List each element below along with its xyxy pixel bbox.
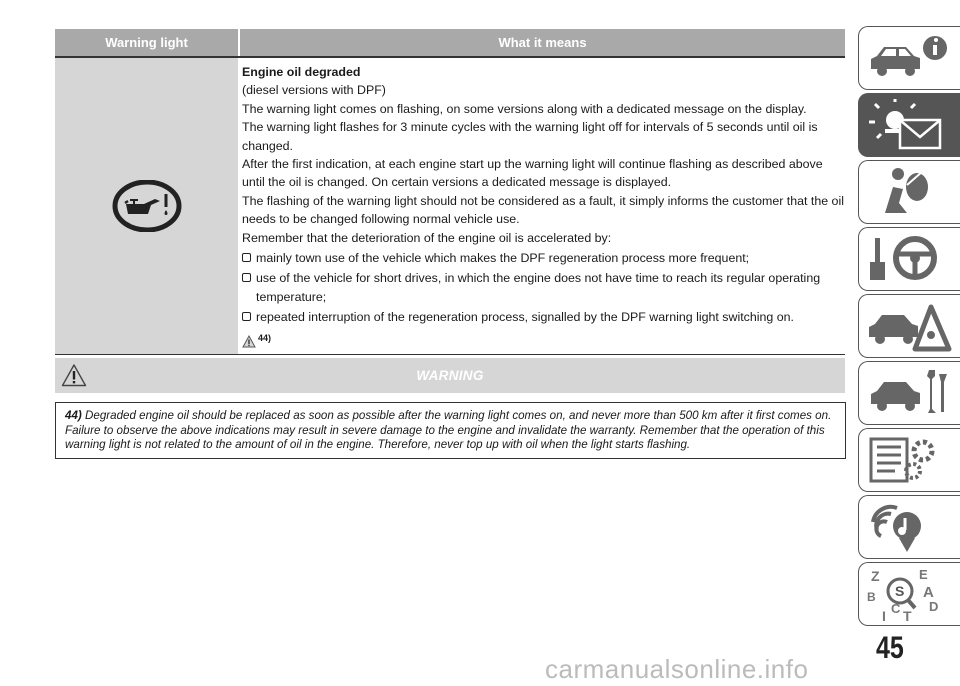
list-item: repeated interruption of the regeneration process, signalled by the DPF warning light switching on.	[242, 308, 845, 326]
index-letter: S	[895, 583, 905, 599]
emergency-icon	[865, 299, 955, 353]
reference-number: 44)	[258, 333, 272, 344]
warning-text: Degraded engine oil should be replaced as soon as possible after the warning light comes on, and never more than 500 km after it first comes on. Failure to observe the above indications may result in severe damage to the engine and invalidate the warranty. Remember that the operation of this warning light is not related to the amount of oil in the engine. Therefore, never top up with oil when the light starts flashing.	[65, 409, 832, 452]
entry-subtitle: (diesel versions with DPF)	[242, 83, 386, 98]
paragraph: After the first indication, at each engine start up the warning light will continue flashing as described above until the oil is changed. On certain versions a dedicated message is displayed.	[242, 157, 823, 190]
warning-lights-icon	[865, 98, 955, 152]
index-letter: A	[923, 584, 934, 601]
index-letter: B	[867, 590, 876, 604]
index-letter: I	[882, 608, 886, 621]
tab-multimedia[interactable]	[858, 495, 960, 559]
tab-warning-lights[interactable]	[858, 93, 960, 157]
column-header-what-it-means: What it means	[240, 29, 845, 56]
index-letter: Z	[871, 568, 880, 584]
index-letter: D	[929, 599, 939, 614]
tab-technical-data[interactable]	[858, 428, 960, 492]
index-letter: T	[903, 608, 912, 621]
safety-airbag-icon	[865, 165, 955, 219]
list-item: use of the vehicle for short drives, in which the engine does not have time to reach its regular operating temperature;	[242, 269, 845, 306]
engine-oil-degraded-icon	[112, 180, 182, 232]
tab-car-info[interactable]	[858, 26, 960, 90]
warning-header	[55, 358, 845, 393]
tab-starting-driving[interactable]	[858, 227, 960, 291]
list-item: mainly town use of the vehicle which makes the DPF regeneration process more frequent;	[242, 249, 845, 267]
warning-light-table	[55, 29, 845, 355]
starting-driving-icon	[865, 232, 955, 286]
warning-body	[55, 402, 846, 459]
car-info-icon	[865, 31, 955, 85]
tab-index[interactable]	[858, 562, 960, 626]
entry-title: Engine oil degraded	[242, 65, 361, 79]
paragraph: The warning light flashes for 3 minute cycles with the warning light off for intervals of 5 seconds until oil is changed.	[242, 120, 818, 153]
warning-light-cell	[55, 58, 238, 354]
paragraph: The warning light comes on flashing, on some versions along with a dedicated message on the display.	[242, 101, 807, 116]
paragraph: Remember that the deterioration of the engine oil is accelerated by:	[242, 230, 612, 245]
multimedia-icon	[865, 500, 955, 554]
watermark: carmanualsonline.info	[545, 654, 809, 684]
warning-triangle-icon	[61, 363, 87, 387]
tab-safety[interactable]	[858, 160, 960, 224]
tab-maintenance[interactable]	[858, 361, 960, 425]
checkbox-bullet-icon	[242, 253, 251, 262]
page-number: 45	[876, 630, 904, 666]
maintenance-icon	[865, 366, 955, 420]
checkbox-bullet-icon	[242, 312, 251, 321]
index-letter: E	[919, 567, 928, 582]
index-icon	[865, 567, 955, 621]
warning-reference[interactable]	[242, 328, 845, 348]
warning-number: 44)	[65, 409, 82, 422]
checkbox-bullet-icon	[242, 273, 251, 282]
tab-emergency[interactable]	[858, 294, 960, 358]
warning-triangle-icon	[242, 335, 256, 348]
column-header-warning-light: Warning light	[55, 29, 238, 56]
technical-data-icon	[865, 433, 955, 487]
paragraph: The flashing of the warning light should not be considered as a fault, it simply informs the customer that the oil needs to be changed following normal vehicle use.	[242, 193, 844, 227]
index-letter: C	[891, 601, 901, 616]
warning-light-description	[240, 58, 845, 354]
warning-title: WARNING	[416, 368, 484, 383]
table-header	[55, 29, 845, 56]
table-row	[55, 58, 845, 354]
